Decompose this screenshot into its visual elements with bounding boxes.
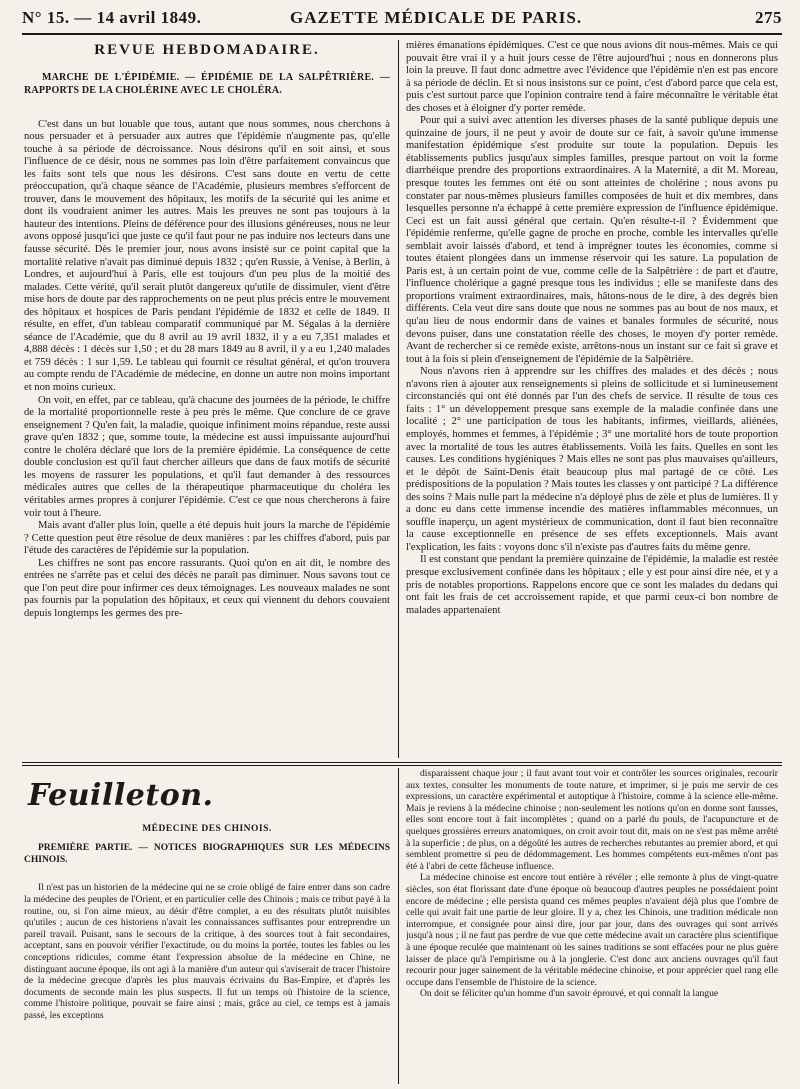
journal-title: GAZETTE MÉDICALE DE PARIS. (290, 8, 583, 27)
revue-paragraph: Pour qui a suivi avec attention les diverses phases de la santé publique depuis une quinzaine de jours, il ne peut y avoir de doute sur ce fait, à savoir qu'une immense manifestation épidémique s'est produite sur toute la population. Depuis les établissements publics jusqu'aux simples familles, presque partout on voit la forme diarrhéique prendre des proportions extraordinaires. A la Maternité, a dit M. Moreau, presque toutes les femmes ont été ou sont atteintes de cholérine ; nous avons pu constater par nous-mêmes plusieurs familles composées de huit et dix membres, dans lesquelles personne n'a échappé à cette première expression de l'influence épidémique. Ceci est un fait aussi général que certain. Qu'en résulte-t-il ? Évidemment que l'épidémie renferme, qu'elle gagne de proche en proche, comble les intervalles qu'elle semblait avoir laissés d'abord, et tend à imprégner toutes les économies, comme si toutes étaient plongées dans un immense réservoir qui les sature. La population de Paris est, à un certain point de vue, comme celle de la Salpêtrière : de part et d'autre, l'influence cholérique a gagné presque tous les individus ; elle se manifeste dans des proportions vraiment extraordinaires, mais, hâtons-nous de le dire, à des degrés bien différents. Cela veut dire sans doute que nous ne sommes pas au bout de nos maux, et qu'au lieu de nous endormir dans de vaines et banales formules de sécurité, nous devons puiser, dans une constatation réelle des choses, le moyen d'y porter remède. Avant de rechercher si ce remède existe, arrêtons-nous un instant sur ce fait si grave et tout à la fois si plein d'enseignement de l'épidémie de la Salpêtrière. (406, 115, 778, 365)
revue-title: REVUE HEBDOMADAIRE. (94, 42, 320, 58)
feuilleton-paragraph: La médecine chinoise est encore tout entière à révéler ; elle remonte à plus de vingt-quatre siècles, son état florissant date d'une époque où beaucoup d'autres peuples ne possédaient point encore de médecine ; elle persista quand ces mêmes peuples n'avaient déjà plus que l'ombre de celle qui avait fait une partie de leur gloire. Il y a, chez les Chinois, une tradition médicale non interrompue, et consignée pour ainsi dire, jour par jour, dans des ouvrages qui sont arrivés jusqu'à nous ; il ne faut pas perdre de vue que cette médecine avait un caractère plus scientifique à une époque reculée que maintenant où les saines traditions se sont effacées pour ne plus guère laisser de place qu'à l'empirisme ou à la jonglerie. C'est donc aux anciens ouvrages qu'il faut recourir pour juger sainement de la véritable médecine chinoise, et pour apprécier quel rang elle occupe dans l'ensemble de l'histoire de la science. (406, 872, 778, 988)
revue-paragraph: Il est constant que pendant la première quinzaine de l'épidémie, la maladie est restée presque exclusivement confinée dans les hôpitaux ; elle y est pour ainsi dire née, et y a pris de notables proportions. Rappelons encore que ce sont les malades du dedans qui ont fait les frais de cet accroissement rapide, et que parmi ceux-ci bon nombre de malades appartenaient (406, 554, 778, 616)
revue-right-column (406, 40, 778, 758)
feuilleton-separator (22, 762, 782, 763)
page-number: 275 (755, 8, 782, 27)
issue-date: N° 15. — 14 avril 1849. (22, 8, 202, 27)
feuilleton-separator-double (22, 765, 782, 766)
feuilleton-subtitle: MÉDECINE DES CHINOIS. (142, 823, 272, 834)
feuilleton-part-heading: PREMIÈRE PARTIE. — NOTICES BIOGRAPHIQUES SUR LES MÉDECINS CHINOIS. (24, 843, 390, 865)
revue-paragraph: Nous n'avons rien à apprendre sur les chiffres des malades et des décès ; nous n'avons rien à ajouter aux renseignements si pleins de sollicitude et si lumineusement circonstanciés qui ont été donnés par l'un des chefs de service. Il résulte de tous ces faits : 1° un développement presque sans exemple de la maladie confinée dans une localité ; 2° une participation de tous les habitants, infirmes, vieillards, aliénées, employés, hommes et femmes, à l'épidémie ; 3° une mortalité hors de toute proportion avec la mortalité de tous les autres établissements. Voilà les faits. Quelles en sont les causes. Les conditions hygiéniques ? Mais elles ne sont pas plus mauvaises qu'ailleurs, et le dépôt de Saint-Denis était beaucoup plus mal partagé de ce côté. Les prédispositions de la population ? Mais toutes les classes y ont participé ? La différence des soins ? Mais nulle part la médecine n'a déployé plus de zèle et plus de lumières. Il y a donc eu dans cette immense incendie des matières inflammables méconnues, un souffle inaperçu, un agent mystérieux de communication, dont il faut bien reconnaître la cause exceptionnelle en présence de ses effets exceptionnels. Mais avant l'explication, les faits : voyons donc s'il n'existe pas d'autres faits du même genre. (406, 366, 778, 553)
header-rule (22, 33, 782, 35)
feuilleton-title: Feuilleton. (28, 778, 214, 813)
revue-left-column (24, 40, 390, 758)
revue-paragraph: On voit, en effet, par ce tableau, qu'à chacune des journées de la période, le chiffre de la mortalité proportionnelle reste à peu près le même. Que conclure de ce grave enseignement ? Qu'en fait, la maladie, quoique infiniment moins répandue, reste aussi grave qu'en 1832 ; que, somme toute, la médecine est aussi impuissante aujourd'hui contre le choléra déclaré que lors de la première épidémie. La conséquence de cette double conclusion est qu'il faut chercher ailleurs que dans de faux motifs de sécurité les moyens de rassurer les populations, et qu'il faut demander à des ressources médicales autres que celles de la thérapeutique pharmaceutique du choléra les véritables armes propres à conjurer l'épidémie. C'est ce que nous chercherons à faire voir tout à l'heure. (24, 394, 390, 519)
revue-paragraph: mières émanations épidémiques. C'est ce que nous avions dit nous-mêmes. Mais ce qui pouvait être vrai il y a huit jours cesse de l'être aujourd'hui ; nous en donnerons plus loin la preuve. Il faut donc admettre avec l'évidence que l'épidémie n'en est pas encore à sa période de déclin. Et si nous insistons sur ce point, c'est d'abord parce que cela est, puis c'est surtout parce que l'opinion contraire tend à faire méconnaître le véritable état des choses et à éloigner d'y porter remède. (406, 40, 778, 114)
feuilleton-right-column (406, 768, 778, 1084)
feuilleton-left-column (24, 768, 390, 1084)
feuilleton-paragraph: On doit se féliciter qu'un homme d'un savoir éprouvé, et qui connaît la langue (420, 988, 719, 1000)
revue-paragraph: Les chiffres ne sont pas encore rassurants. Quoi qu'on en ait dit, le nombre des entrées ne s'arrête pas et celui des décès ne paraît pas diminuer. Nous savons tout ce que l'on peut dire pour infirmer ces deux témoignages. Les nouveaux malades ne sont pas fournis par la population des hôpitaux, et ceux qui viennent du dehors couvaient depuis longtemps les germes des pre- (24, 557, 390, 619)
feuilleton-paragraph: Il n'est pas un historien de la médecine qui ne se croie obligé de faire entrer dans son cadre la médecine des peuples de l'Orient, et en particulier celle des Chinois ; mais ce tribut payé à la routine, ou, si l'on aime mieux, au désir d'être complet, a eu des résultats plutôt nuisibles qu'utiles ; aucun de ces historiens n'avait les connaissances suffisantes pour entreprendre un pareil travail. Puisant, sans le secours de la critique, à des sources tout à fait secondaires, acceptant, sans en pouvoir vérifier l'exactitude, ou du moins la portée, toutes les fables ou les conceptions ridicules, comme étant l'expression absolue de la médecine en Chine, ne distinguant aucune époque, ils ont agi à la manière d'un auteur qui s'aviserait de tracer l'histoire de la médecine grecque d'après les plus mauvais écrivains du Bas-Empire, et d'après les documents de seconde main les plus suspects. Il fut un temps où l'histoire de la science, comme l'histoire politique, pouvait se faire ainsi ; mais, grâce au ciel, ce temps est à jamais passé, les exceptions (24, 882, 390, 1021)
revue-paragraph: Mais avant d'aller plus loin, quelle a été depuis huit jours la marche de l'épidémie ? Cette question peut être résolue de deux manières : par les chiffres d'abord, puis par l'étude des caractères de l'épidémie sur la population. (24, 520, 390, 557)
column-rule-bottom (398, 768, 399, 1084)
feuilleton-paragraph: disparaissent chaque jour ; il faut avant tout voir et contrôler les sources originales, recourir aux textes, consulter les monuments de toute nature, et imprimer, si je puis me servir de ces expressions, un caractère expérimental et autoptique à l'histoire, comme à la science elle-même. Mais je reviens à la médecine chinoise ; non-seulement les notions qu'on en donne sont fausses, elles sont encore tout à fait incomplètes ; quand on a parlé du pouls, de l'acupuncture et de quelques grossières erreurs anatomiques, on croit avoir tout dit, mais on ne s'est pas même arrêté à la superficie ; de plus, on a dégoûté les autres de recherches rebutantes au premier abord, et qui semblent promettre si peu de dédommagement. Les hommes compétents eux-mêmes n'ont pas été à l'abri de cette fâcheuse influence. (406, 768, 778, 872)
page-header (22, 6, 782, 32)
revue-paragraph: C'est dans un but louable que tous, autant que nous sommes, nous cherchons à nous persuader et à persuader aux autres que l'épidémie n'augmente pas, qu'elle touche à sa période de décroissance. Nous désirons qu'il en soit ainsi, et sous l'influence de ce désir, nous ne sommes pas loin d'être parfaitement convaincus que les faits sont tels que nous les désirons. C'est sans doute en vertu de cette préoccupation, qu'à chaque séance de l'Académie, plusieurs membres s'efforcent de trouver, dans le mouvement des hôpitaux, les motifs de la sécurité qui les anime et dont ils voudraient animer les autres. Mais les preuves ne sont pas toujours à la hauteur des intentions. Pleins de déférence pour des illusions généreuses, nous ne leur avons opposé jusqu'ici que juste ce qu'il faut pour ne pas induire nos lecteurs dans une fausse sécurité. Dès le premier jour, nous avons insisté sur ce point capital que la mortalité relative n'avait pas diminué depuis 1832 ; qu'en Russie, à Venise, à Berlin, à Londres, et aujourd'hui à Paris, elle est toujours d'un peu plus de la moitié des malades. Cette vérité, qu'il serait plutôt dangereux qu'utile de dissimuler, vient d'être mise hors de doute par des rapprochements on ne peut plus précis entre le mouvement des hôpitaux et hospices de Paris pendant l'épidémie de 1832 et celle de 1849. Il résulte, en effet, d'un tableau comparatif communiqué par M. Ségalas à la dernière séance de l'Académie, que du 8 avril au 19 avril 1832, il y a eu 7,351 malades et 4,888 décès : 1 décès sur 1,50 ; et du 28 mars 1849 au 8 avril, il y a eu 1,240 malades et 759 décès : 1 sur 1,59. Le tableau qui fournit ce résultat général, et qu'on trouvera au compte rendu de l'Académie de médecine, en donne un autre non moins important et non moins curieux. (24, 118, 390, 394)
column-rule-top (398, 40, 399, 758)
revue-subtitle: MARCHE DE L'ÉPIDÉMIE. — ÉPIDÉMIE DE LA SALPÊTRIÈRE. — RAPPORTS DE LA CHOLÉRINE AVEC LE CHOLÉRA. (24, 71, 390, 96)
